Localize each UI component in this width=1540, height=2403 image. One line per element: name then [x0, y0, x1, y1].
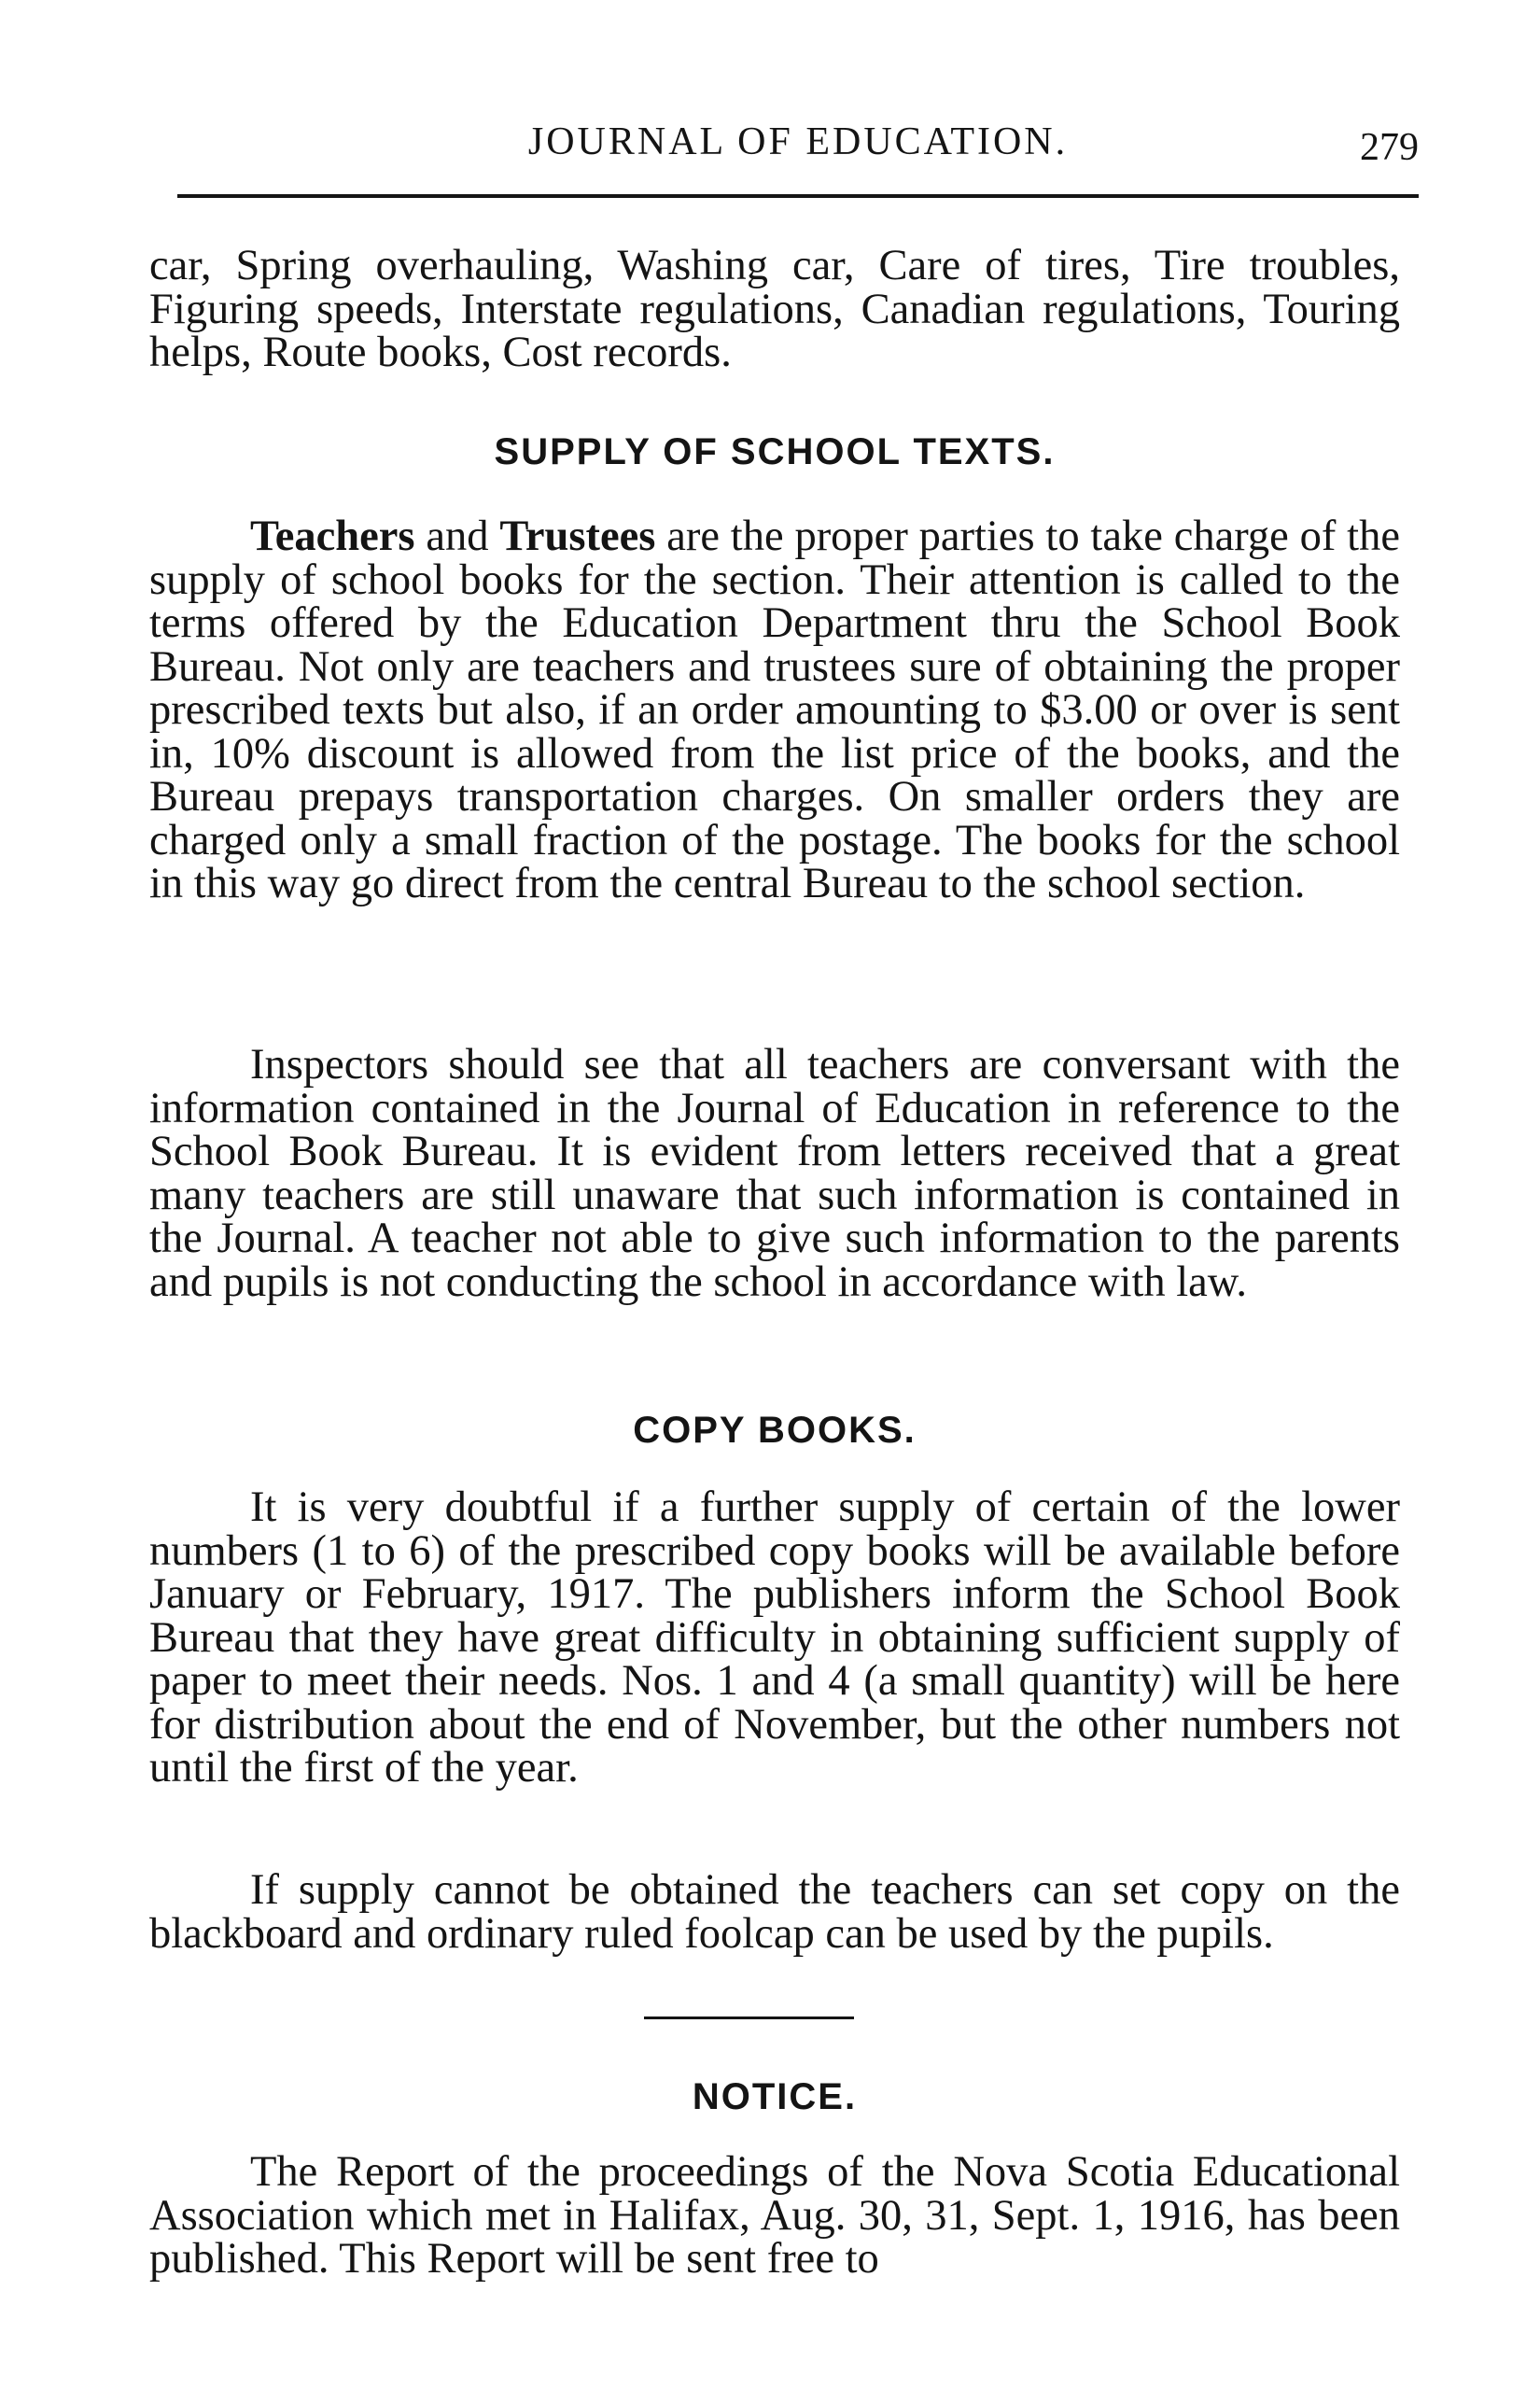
- trustees-bold: Trustees: [499, 513, 656, 560]
- running-head: JOURNAL OF EDUCATION.: [527, 120, 1069, 163]
- copy-books-heading: COPY BOOKS.: [633, 1410, 917, 1451]
- page-number: 279: [1360, 126, 1419, 169]
- notice-paragraph-text: The Report of the proceedings of the Nova Scotia Educational Association which met in Halifax, Aug. 30, 31, Sept. 1, 1916, has been published. This Report will be sent free to: [149, 2148, 1400, 2283]
- header-rule: [177, 194, 1419, 198]
- supply-paragraph-2: [149, 1041, 1400, 1306]
- supply-paragraph-1: [149, 515, 1400, 906]
- continuation-text: car, Spring overhauling, Washing car, Care of tires, Tire troubles, Figuring speeds, Interstate regulations, Canadian regulations, Touring helps, Route books, Cost records.: [149, 242, 1400, 376]
- notice-paragraph: [149, 2148, 1400, 2283]
- section-divider: [644, 2017, 854, 2019]
- teachers-bold: Teachers: [250, 513, 415, 560]
- copy-books-paragraph-2: [149, 1866, 1400, 1958]
- copy-books-paragraph-1: [149, 1483, 1400, 1792]
- supply-paragraph-2-text: Inspectors should see that all teachers are conversant with the information contained in the Journal of Education in reference to the School Book Bureau. It is evident from letters received that a great many teachers are still unaware that such information is contained in the Journal. A teacher not able to give such information to the parents and pupils is not conducting the school in accordance with law.: [149, 1041, 1400, 1306]
- copy-books-paragraph-2-text: If supply cannot be obtained the teachers can set copy on the blackboard and ordinary ruled foolcap can be used by the pupils.: [149, 1866, 1400, 1958]
- supply-heading: SUPPLY OF SCHOOL TEXTS.: [494, 431, 1056, 472]
- copy-books-paragraph-1-text: It is very doubtful if a further supply of certain of the lower numbers (1 to 6) of the prescribed copy books will be available before January or February, 1917. The publishers inform the School Book Bureau that they have great difficulty in obtaining sufficient supply of paper to meet their needs. Nos. 1 and 4 (a small quantity) will be here for distribution about the end of November, but the other numbers not until the first of the year.: [149, 1483, 1400, 1792]
- page-header: [177, 119, 1419, 176]
- notice-heading: NOTICE.: [692, 2076, 858, 2117]
- supply-paragraph-1-rest: are the proper parties to take charge of the supply of school books for the section. Their attention is called to the terms offered by the Education Department thru the School Book Bureau. Not only are teachers and trustees sure of obtaining the proper prescribed texts but also, if an order amounting to $3.00 or over is sent in, 10% discount is allowed from the list price of the books, and the Bureau prepays transportation charges. On smaller orders they are charged only a small fraction of the postage. The books for the school in this way go direct from the central Bureau to the school section.: [149, 513, 1400, 907]
- and-text: and: [414, 513, 500, 560]
- continuation-paragraph: [149, 242, 1400, 376]
